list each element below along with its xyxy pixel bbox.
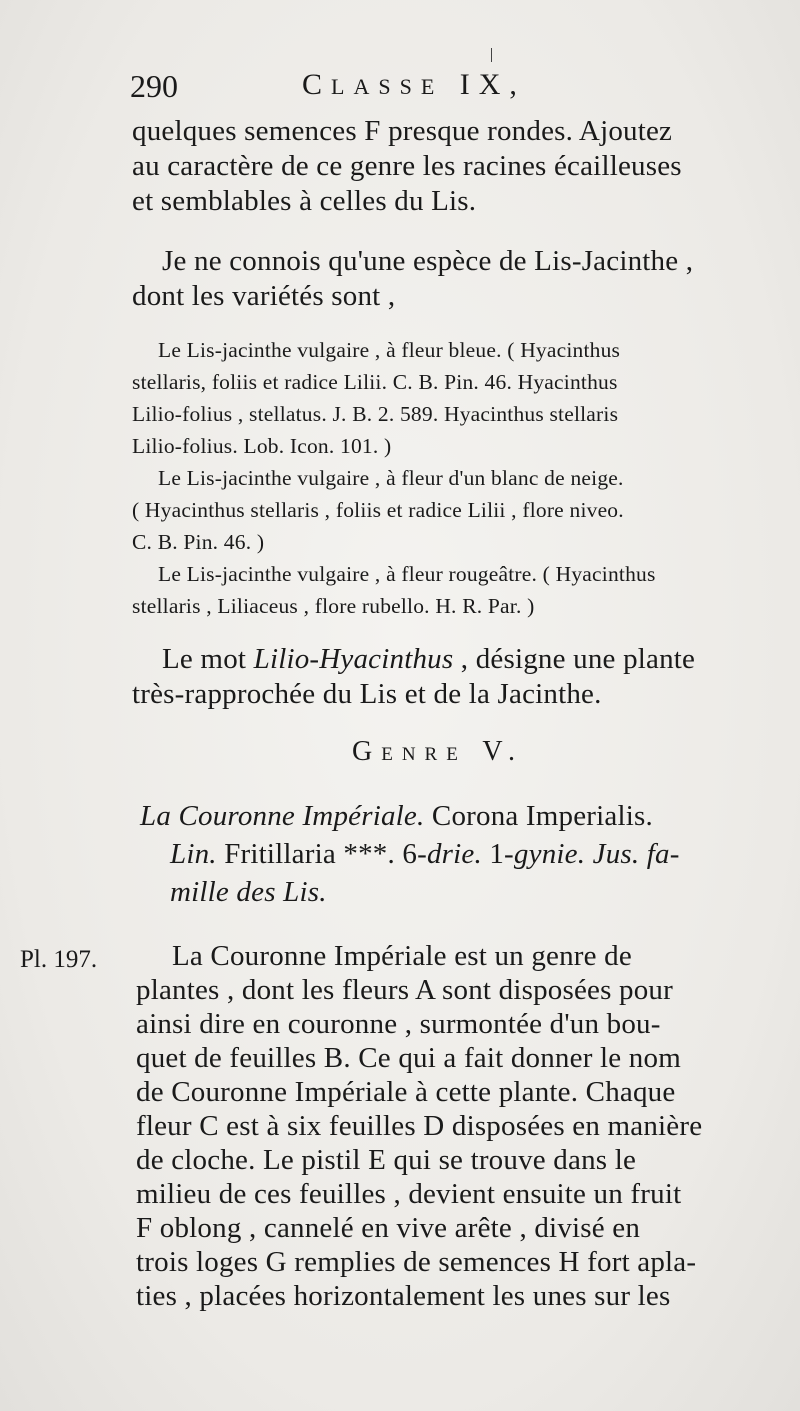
- genre-title-line: Lin. Fritillaria ***. 6-drie. 1-gynie. Jus. fa-: [170, 838, 680, 870]
- variety-line: ( Hyacinthus stellaris , foliis et radice Lilii , flore niveo.: [132, 498, 624, 522]
- running-title: [302, 68, 526, 102]
- para4-line: quet de feuilles B. Ce qui a fait donner le nom: [136, 1042, 681, 1074]
- running-header: [130, 68, 650, 108]
- para2-line: dont les variétés sont ,: [132, 280, 396, 312]
- para1-line: et semblables à celles du Lis.: [132, 185, 477, 217]
- para1-line: quelques semences F presque rondes. Ajoutez: [132, 115, 673, 147]
- para3-line: très-rapprochée du Lis et de la Jacinthe.: [132, 678, 602, 710]
- para4-line: F oblong , cannelé en vive arête , divisé en: [136, 1212, 641, 1244]
- para4-line: fleur C est à six feuilles D disposées en manière: [136, 1110, 703, 1142]
- running-title-rest: LASSE: [331, 74, 444, 99]
- variety-line: C. B. Pin. 46. ): [132, 530, 265, 554]
- para4-line: trois loges G remplies de semences H fort apla-: [136, 1246, 697, 1278]
- para4-line: de Couronne Impériale à cette plante. Chaque: [136, 1076, 676, 1108]
- genre-title-line: mille des Lis.: [170, 876, 327, 908]
- para4-line: La Couronne Impériale est un genre de: [172, 940, 632, 972]
- genre-title-line: La Couronne Impériale. Corona Imperialis.: [140, 800, 653, 832]
- genre-heading: GENRE V.: [352, 736, 524, 767]
- para4-line: milieu de ces feuilles , devient ensuite un fruit: [136, 1178, 682, 1210]
- para4-line: de cloche. Le pistil E qui se trouve dans le: [136, 1144, 637, 1176]
- para1-line: au caractère de ce genre les racines écailleuses: [132, 150, 682, 182]
- variety-line: Le Lis-jacinthe vulgaire , à fleur rougeâtre. ( Hyacinthus: [158, 562, 656, 586]
- variety-line: Le Lis-jacinthe vulgaire , à fleur d'un blanc de neige.: [158, 466, 624, 490]
- para4-line: plantes , dont les fleurs A sont disposées pour: [136, 974, 673, 1006]
- running-title-numeral: IX,: [459, 68, 526, 101]
- variety-line: stellaris , Liliaceus , flore rubello. H. R. Par. ): [132, 594, 535, 618]
- running-title-initial: C: [302, 68, 332, 101]
- variety-line: Le Lis-jacinthe vulgaire , à fleur bleue. ( Hyacinthus: [158, 338, 621, 362]
- variety-line: Lilio-folius. Lob. Icon. 101. ): [132, 434, 392, 458]
- latin-name: Lilio-Hyacinthus: [253, 643, 454, 675]
- page-number: 290: [130, 68, 178, 104]
- para2-line: Je ne connois qu'une espèce de Lis-Jacinthe ,: [162, 245, 694, 277]
- variety-line: stellaris, foliis et radice Lilii. C. B. Pin. 46. Hyacinthus: [132, 370, 618, 394]
- para3-line: Le mot Lilio-Hyacinthus , désigne une plante: [162, 643, 696, 675]
- para4-line: ties , placées horizontalement les unes sur les: [136, 1280, 671, 1312]
- plate-reference: Pl. 197.: [20, 946, 98, 973]
- para4-line: ainsi dire en couronne , surmontée d'un bou-: [136, 1008, 661, 1040]
- page-mark: [491, 48, 492, 62]
- variety-line: Lilio-folius , stellatus. J. B. 2. 589. Hyacinthus stellaris: [132, 402, 619, 426]
